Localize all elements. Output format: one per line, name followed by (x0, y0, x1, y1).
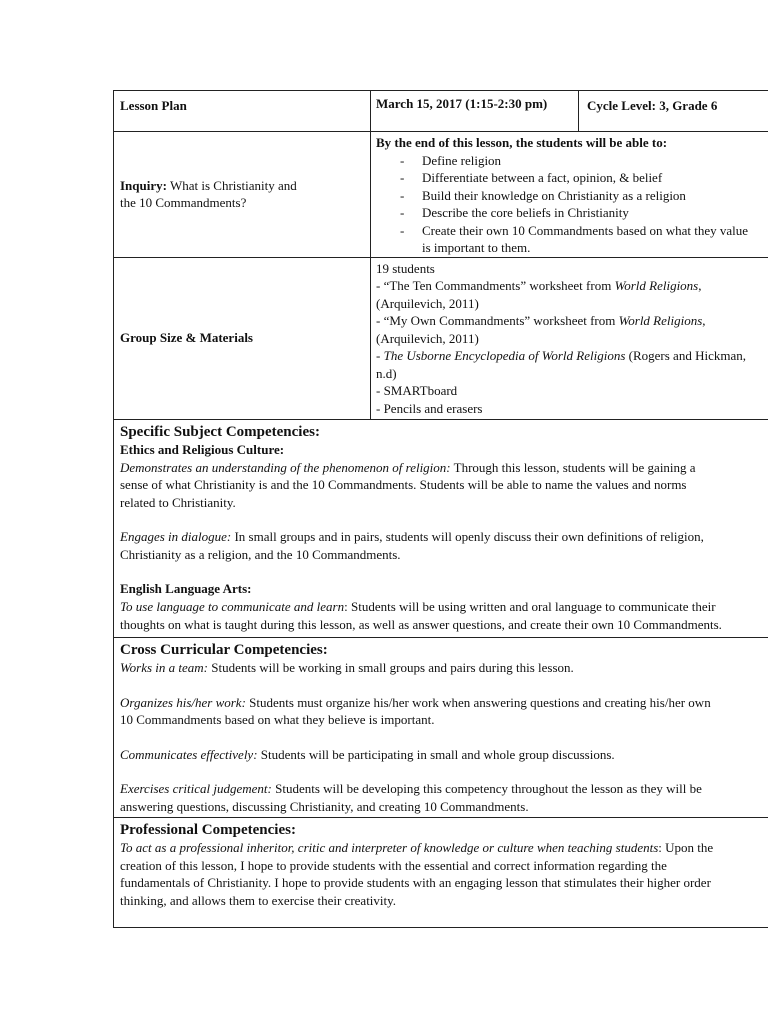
inquiry-question-line1: What is Christianity and (166, 177, 297, 193)
objective-item-text: Create their own 10 Commandments based on what they value (422, 222, 749, 238)
professional-paragraph (120, 839, 768, 857)
material-citation: (Arquilevich, 2011) (376, 330, 479, 346)
objectives-cell (371, 132, 768, 258)
competency-text: Students will be working in small groups and pairs during this lesson. (208, 660, 574, 675)
competency-text: Students must organize his/her work when answering questions and creating his/her own (245, 694, 711, 710)
material-text: - “My Own Commandments” worksheet from (376, 313, 619, 328)
competency-name: Engages in dialogue: (120, 529, 232, 544)
subject-competencies-title: Specific Subject Competencies: (120, 423, 320, 440)
erc-paragraph-1-line3: related to Christianity. (120, 494, 236, 510)
competency-name: Works in a team: (120, 660, 208, 675)
erc-paragraph-2-line2: Christianity as a religion, and the 10 Commandments. (120, 546, 401, 562)
inquiry-label: Inquiry: (120, 177, 167, 193)
competency-name: Organizes his/her work: (120, 694, 246, 710)
subject-competencies-cell (114, 419, 768, 638)
cross-item-communicates (120, 746, 768, 764)
cross-curricular-title: Cross Curricular Competencies: (120, 642, 328, 658)
competency-text: In small groups and in pairs, students will openly discuss their own definitions of religion, (231, 529, 704, 544)
material-text: , (702, 313, 706, 328)
lesson-plan-title: Lesson Plan (114, 91, 371, 132)
material-citation: n.d) (376, 365, 397, 381)
competency-name: Communicates effectively: (120, 746, 258, 762)
materials-row (114, 257, 768, 419)
objective-item: - Describe the core beliefs in Christianity (400, 204, 768, 222)
cross-curricular-cell (114, 638, 768, 818)
lesson-date: March 15, 2017 (1:15-2:30 pm) (371, 91, 579, 132)
cross-item-organizes (120, 694, 768, 712)
ela-paragraph-line2: thoughts on what is taught during this lesson, as well as answer questions, and create their own 10 Commandments. (120, 616, 722, 632)
objective-item: - Define religion (400, 152, 768, 170)
materials-label-cell (114, 257, 371, 419)
competency-text: : Students will be using written and oral language to communicate their (344, 599, 716, 614)
competency-name: Demonstrates an understanding of the phenomenon of religion: (120, 459, 451, 475)
inquiry-row (114, 132, 768, 258)
material-citation: (Arquilevich, 2011) (376, 295, 479, 311)
material-source-title: World Religions (614, 278, 699, 293)
professional-competencies-row (114, 818, 768, 928)
material-item (376, 277, 768, 295)
competency-name: To act as a professional inheritor, critic and interpreter of knowledge or culture when teaching students (120, 840, 659, 855)
cross-item-judgement (120, 780, 768, 798)
objective-item (400, 222, 768, 257)
competency-text: Students will be developing this competency throughout the lesson as they will be (271, 781, 702, 796)
competency-name: To use language to communicate and learn (120, 599, 345, 614)
objectives-lead: By the end of this lesson, the students will be able to: (376, 135, 668, 150)
professional-paragraph-line2: creation of this lesson, I hope to provide students with the essential and correct information regarding the (120, 857, 667, 873)
lesson-plan-table (113, 90, 768, 928)
material-source-title: The Usborne Encyclopedia of World Religions (383, 348, 626, 363)
materials-cell (371, 257, 768, 419)
ela-paragraph (120, 598, 768, 616)
ela-title: English Language Arts: (120, 581, 252, 596)
competency-text: Through this lesson, students will be gaining a (450, 459, 696, 475)
erc-title: Ethics and Religious Culture: (120, 441, 285, 457)
objective-item-continuation: is important to them. (422, 240, 531, 255)
inquiry-cell (114, 132, 371, 258)
subject-competencies-row (114, 419, 768, 638)
professional-paragraph-line3: fundamentals of Christianity. I hope to provide students with an engaging lesson that stimulates their higher order (120, 875, 711, 890)
header-row (114, 91, 768, 132)
material-item: - SMARTboard (376, 383, 458, 398)
materials-label: Group Size & Materials (120, 330, 253, 346)
competency-text: : Upon the (658, 840, 714, 855)
group-size: 19 students (376, 260, 435, 276)
inquiry-question-line2: the 10 Commandments? (120, 195, 247, 211)
erc-paragraph-1-line2: sense of what Christianity is and the 10 Commandments. Students will be able to name the values and norms (120, 477, 687, 492)
cross-item-organizes-line2: 10 Commandments based on what they believe is important. (120, 712, 435, 727)
material-item (376, 312, 768, 330)
cross-item-team (120, 659, 768, 677)
professional-competencies-cell (114, 818, 768, 928)
erc-paragraph-2 (120, 528, 768, 546)
cross-item-judgement-line2: answering questions, discussing Christianity, and creating 10 Commandments. (120, 798, 529, 814)
material-item (376, 347, 768, 365)
material-text: - “The Ten Commandments” worksheet from (376, 278, 615, 293)
erc-paragraph-1 (120, 459, 768, 477)
objectives-list (376, 152, 768, 257)
cross-curricular-row (114, 638, 768, 818)
cycle-level: Cycle Level: 3, Grade 6 (579, 91, 768, 132)
material-text: (Rogers and Hickman, (625, 348, 746, 363)
objective-item: - Differentiate between a fact, opinion, & belief (400, 169, 768, 187)
professional-paragraph-line4: thinking, and allows them to exercise their creativity. (120, 892, 397, 908)
objective-item: - Build their knowledge on Christianity as a religion (400, 187, 768, 205)
competency-text: Students will be participating in small and whole group discussions. (257, 746, 615, 762)
competency-name: Exercises critical judgement: (120, 781, 272, 796)
material-item: - Pencils and erasers (376, 400, 483, 416)
material-text: , (698, 278, 702, 293)
material-source-title: World Religions (618, 313, 703, 328)
professional-competencies-title: Professional Competencies: (120, 822, 296, 838)
material-text: - (376, 348, 384, 363)
